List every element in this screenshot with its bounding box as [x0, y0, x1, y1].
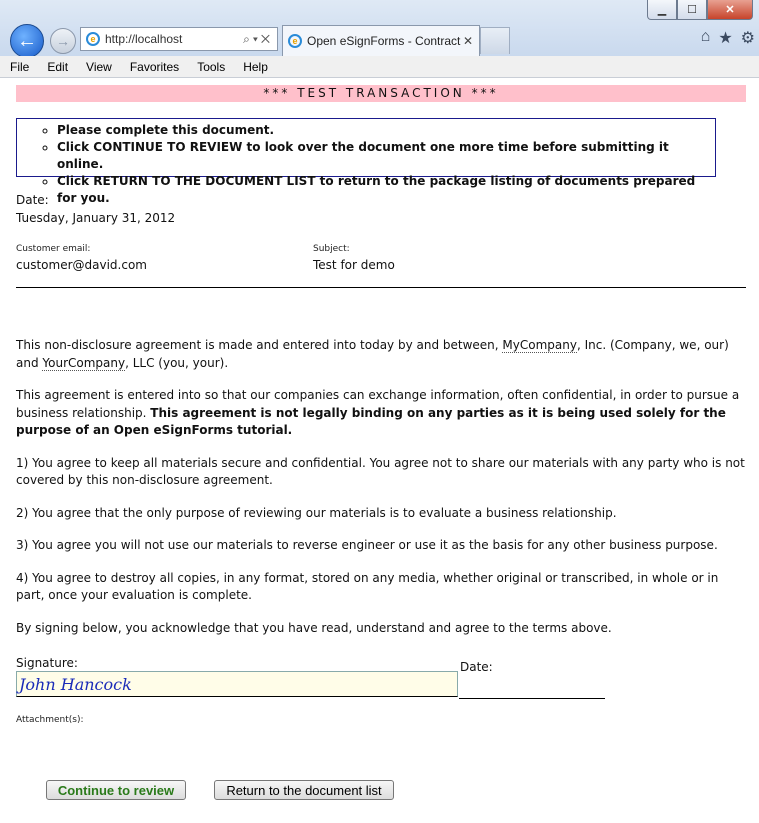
signature-date-label: Date: — [460, 660, 493, 674]
paragraph-purpose: This agreement is entered into so that our companies can exchange information, often confidential, in order to pursue a business relationship. This agreement is not legally binding on any parties as it is being used solely for the purpose of an Open eSignForms tutorial. — [16, 388, 740, 437]
paragraph-term-2: 2) You agree that the only purpose of reviewing our materials is to evaluate a business relationship. — [16, 505, 617, 520]
menu-favorites[interactable]: Favorites — [129, 59, 180, 74]
back-button[interactable] — [10, 24, 44, 58]
tab-title: Open eSignForms - Contract — [307, 34, 461, 48]
signature-date-line — [459, 698, 605, 699]
favorites-star-icon[interactable]: ★ — [718, 30, 733, 47]
browser-toolbar-icons — [701, 28, 755, 48]
close-icon[interactable]: ✕ — [707, 0, 753, 20]
company-name: MyCompany — [502, 338, 577, 352]
paragraph-acknowledge: By signing below, you acknowledge that you have read, understand and agree to the terms above. — [16, 620, 612, 635]
paragraph-term-3: 3) You agree you will not use our materials to reverse engineer or use it as the basis for any other business purpose. — [16, 538, 718, 552]
instruction-item: ◦ Click RETURN TO THE DOCUMENT LIST to return to the package listing of documents prepared for you. — [57, 173, 715, 207]
browser-tab[interactable] — [282, 25, 480, 56]
address-tools[interactable]: ⌕▾✕ — [243, 31, 273, 46]
your-company-name: YourCompany — [42, 355, 126, 370]
gear-icon[interactable]: ⚙ — [740, 30, 755, 47]
instruction-item: ◦ Please complete this document. — [57, 122, 715, 139]
continue-to-review-button[interactable]: Continue to review — [46, 780, 186, 800]
menu-view[interactable]: View — [86, 59, 112, 74]
paragraph-term-4: 4) You agree to destroy all copies, in any format, stored on any media, whether original or transcribed, in whole or in part, once your evaluation is complete. — [16, 570, 719, 602]
date-value: Tuesday, January 31, 2012 — [16, 211, 176, 225]
return-to-document-list-button[interactable]: Return to the document list — [214, 780, 394, 800]
ie-tab-icon: e — [288, 34, 302, 48]
menu-bar — [0, 56, 759, 78]
address-bar[interactable] — [80, 27, 278, 51]
menu-tools[interactable]: Tools — [197, 59, 226, 74]
arrow-right-icon: → — [56, 33, 70, 49]
ie-page-icon: e — [86, 32, 100, 46]
customer-email-value: customer@david.com — [16, 258, 147, 272]
maximize-icon[interactable]: ☐ — [677, 0, 707, 20]
document-page — [0, 78, 759, 823]
signature-label: Signature: — [16, 656, 78, 670]
subject-label: Subject: — [313, 244, 350, 254]
instruction-item: ◦ Click CONTINUE TO REVIEW to look over the document one more time before submitting it online. — [57, 139, 715, 173]
home-icon[interactable]: ⌂ — [700, 28, 711, 45]
address-text: http://localhost — [105, 32, 183, 46]
divider — [16, 287, 746, 288]
date-label: Date: — [16, 193, 49, 207]
paragraph-parties: This non-disclosure agreement is made and entered into today by and between, MyCompany, Inc. (Company, we, our) and YourCompany, LLC (you, your). — [16, 338, 729, 370]
new-tab-button[interactable] — [480, 27, 510, 54]
attachments-label: Attachment(s): — [16, 715, 84, 725]
menu-file[interactable]: File — [10, 59, 30, 74]
paragraph-term-1: 1) You agree to keep all materials secure and confidential. You agree not to share our materials with any party who is not covered by this non-disclosure agreement. — [16, 455, 745, 487]
customer-email-label: Customer email: — [16, 244, 91, 254]
tab-close-icon[interactable]: ✕ — [462, 34, 473, 48]
menu-edit[interactable]: Edit — [47, 59, 69, 74]
agreement-body — [16, 337, 749, 652]
menu-help[interactable]: Help — [243, 59, 268, 74]
subject-value: Test for demo — [313, 258, 395, 272]
browser-chrome — [0, 0, 759, 57]
window-controls — [647, 0, 753, 20]
minimize-icon[interactable]: ▁ — [647, 0, 677, 20]
signature-field[interactable]: John Hancock — [16, 671, 458, 697]
arrow-left-icon: ← — [17, 29, 37, 52]
forward-button[interactable] — [50, 28, 76, 54]
test-transaction-banner: *** TEST TRANSACTION *** — [16, 85, 746, 102]
